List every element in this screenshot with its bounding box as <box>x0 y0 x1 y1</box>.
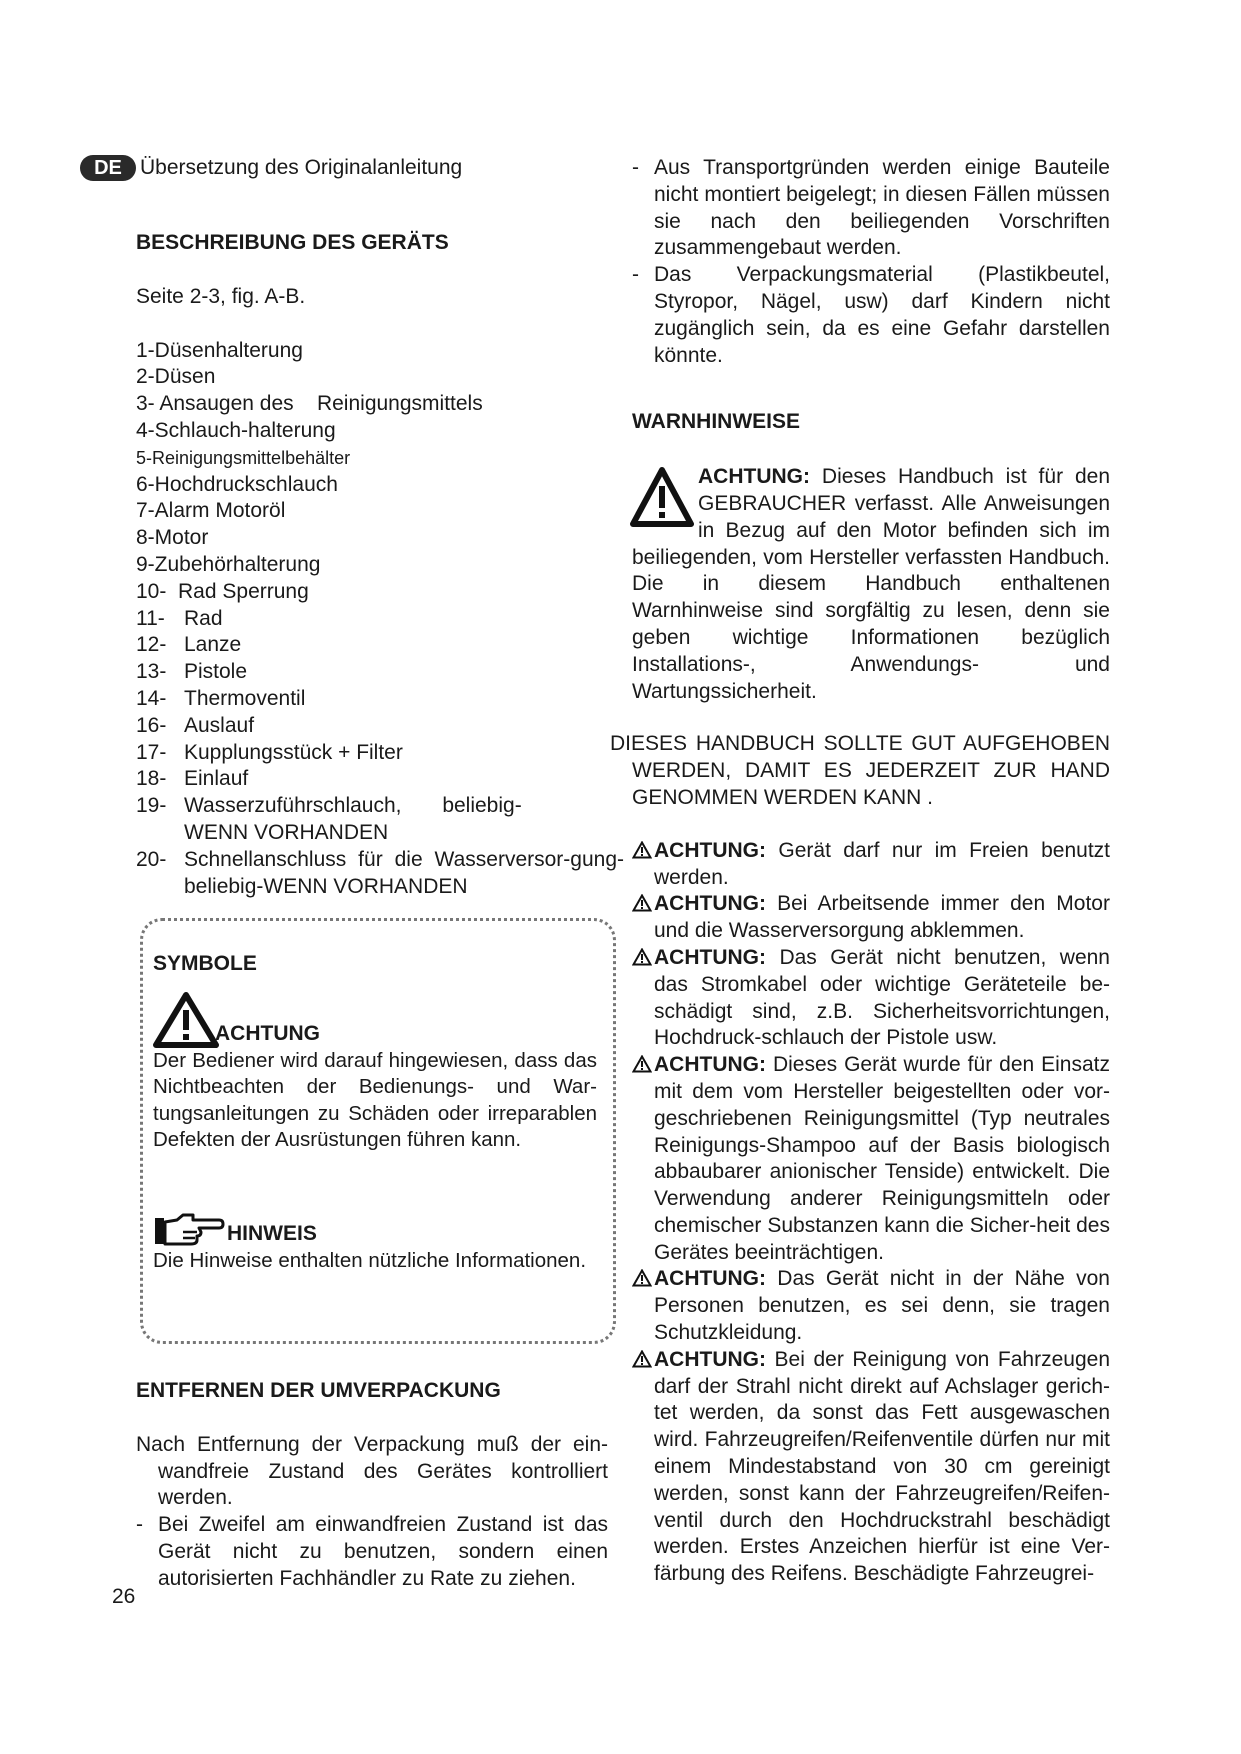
warning-icon <box>632 1350 652 1368</box>
warning-icon <box>632 948 652 966</box>
achtung-description: Der Bediener wird darauf hingewiesen, dass das Nichtbeachten der Bedienungs- und War-tungsanleitungen zu Schäden oder irreparablen Defekten der Ausrüstungen führen kann. <box>153 1048 597 1152</box>
warning-icon <box>632 1269 652 1287</box>
pointing-hand-icon <box>153 1212 225 1248</box>
list-item: 18- Einlauf <box>136 767 249 791</box>
warning-icon <box>632 1055 652 1073</box>
warning-icon <box>632 841 652 859</box>
list-item: - Bei Zweifel am einwandfreien Zustand ist das Gerät nicht zu benutzen, sondern einen autorisierten Fachhändler zu Rate zu ziehen. <box>136 1513 608 1590</box>
symbols-title: SYMBOLE <box>153 952 257 975</box>
list-item: 13- Pistole <box>136 660 248 684</box>
list-item: 11- Rad <box>136 606 223 630</box>
warning-icon <box>632 894 652 912</box>
list-item: 17- Kupplungsstück + Filter <box>136 740 403 764</box>
warning-item: ACHTUNG: Bei der Reinigung von Fahrzeugen darf der Strahl nicht direkt auf Achslager gerich-tet werden, da sonst das Fett ausgewaschen wird. Fahrzeugreifen/Reifenventile dürfen nur mit einem Mindestabstand von 30 cm gereinigt werden, sonst kann der Fahrzeugreifen/Reifen-ventil durch den Hochdruckstrahl beschädigt werden. Erstes Anzeichen hierfür ist eine Ver-färbung des Reifens. Beschädigte Fahrzeugrei- <box>632 1347 1110 1588</box>
list-item: 2-Düsen <box>136 365 216 389</box>
page-header <box>80 155 462 181</box>
list-item: 10- Rad Sperrung <box>136 579 309 603</box>
list-item: 12- Lanze <box>136 633 242 657</box>
list-item: - Das Verpackungsmaterial (Plastikbeutel, Styropor, Nägel, usw) darf Kindern nicht zugänglich sein, da es eine Gefahr darstellen könnte. <box>632 263 1110 367</box>
achtung-label: ACHTUNG <box>215 1022 320 1045</box>
list-item: - Aus Transportgründen werden einige Bauteile nicht montiert beigelegt; in diesen Fällen müssen sie nach den beiliegenden Vorschriften zusammengebaut werden. <box>632 156 1110 260</box>
achtung-symbol-row <box>153 992 597 1048</box>
section-title-warnings: WARNHINWEISE <box>632 410 800 434</box>
page-number: 26 <box>112 1585 136 1608</box>
list-item: 6-Hochdruckschlauch <box>136 472 338 496</box>
warning-item: ACHTUNG: Dieses Gerät wurde für den Einsatz mit dem vom Hersteller beigestellten oder vor-geschriebenen Reinigungsmittel (Typ neutrales Reinigungs-Shampoo auf der Basis biologisch abbaubarer anionischer Tenside) entwickelt. Die Verwendung anderer Reinigungsmitteln oder chemischer Substanzen kann die Sicher-heit des Gerätes beeinträchtigen. <box>632 1052 1110 1266</box>
list-item: 7-Alarm Motoröl <box>136 499 286 523</box>
language-badge: DE <box>80 155 136 181</box>
left-column <box>136 230 624 900</box>
hinweis-symbol-row <box>153 1212 597 1248</box>
list-item: 14- Thermoventil <box>136 686 306 710</box>
right-column <box>610 155 1111 1588</box>
list-item: 9-Zubehörhalterung <box>136 552 321 576</box>
header-title: Übersetzung des Originalanleitung <box>140 156 463 179</box>
hinweis-description: Die Hinweise enthalten nützliche Informationen. <box>153 1248 587 1272</box>
parts-list <box>136 338 624 901</box>
unpacking-section <box>136 1378 608 1593</box>
list-item: 3- Ansaugen des Reinigungsmittels <box>136 392 483 416</box>
list-item: 8-Motor <box>136 526 209 550</box>
list-item: 16- Auslauf <box>136 713 255 737</box>
warning-intro: ACHTUNG: Dieses Handbuch ist für den GEBRAUCHER verfasst. Alle Anweisungen in Bezug auf den Motor befinden sich im beiliegenden, vom Hersteller verfassten Handbuch. Die in diesem Handbuch enthaltenen Warnhinweise sind sorgfältig zu lesen, denn sie geben wichtige Informationen bezüglich Installations-, Anwendungs- und Wartungssicherheit. <box>632 465 1111 703</box>
unpacking-paragraph: Nach Entfernung der Verpackung muß der ein-wandfreie Zustand des Gerätes kontrolliert werden. <box>136 1432 608 1510</box>
warning-item: ACHTUNG: Das Gerät nicht benutzen, wenn das Stromkabel oder wichtige Geräteteile be-schädigt sind, z.B. Sicherheitsvorrichtungen, Hochdruck-schlauch der Pistole usw. <box>632 945 1110 1052</box>
warning-item: ACHTUNG: Bei Arbeitsende immer den Motor und die Wasserversorgung abklemmen. <box>632 891 1110 945</box>
section-title-description: BESCHREIBUNG DES GERÄTS <box>136 231 449 254</box>
figure-reference: Seite 2-3, fig. A-B. <box>136 284 306 308</box>
warning-item: ACHTUNG: Gerät darf nur im Freien benutzt werden. <box>632 838 1110 892</box>
warnings-list <box>632 838 1110 1588</box>
list-item: 1-Düsenhalterung <box>136 338 303 362</box>
section-title-unpacking: ENTFERNEN DER UMVERPACKUNG <box>136 1379 501 1402</box>
warning-triangle-icon <box>630 466 694 528</box>
list-item: 20- Schnellanschluss für die Wasserversor-gung- beliebig-WENN VORHANDEN <box>136 847 624 898</box>
keep-manual-notice: DIESES HANDBUCH SOLLTE GUT AUFGEHOBEN WERDEN, DAMIT ES JEDERZEIT ZUR HAND GENOMMEN WERDEN KANN . <box>610 732 1110 809</box>
symbols-box <box>140 918 616 1344</box>
list-item: 4-Schlauch-halterung <box>136 418 336 442</box>
list-item: 5-Reinigungsmittelbehälter <box>136 447 351 468</box>
hinweis-label: HINWEIS <box>227 1222 317 1246</box>
warning-triangle-icon <box>153 992 219 1048</box>
warning-item: ACHTUNG: Das Gerät nicht in der Nähe von Personen benutzen, es sei denn, sie tragen Schutzkleidung. <box>632 1266 1110 1346</box>
list-item: 19- Wasserzuführschlauch, beliebig- WENN VORHANDEN <box>136 794 563 844</box>
